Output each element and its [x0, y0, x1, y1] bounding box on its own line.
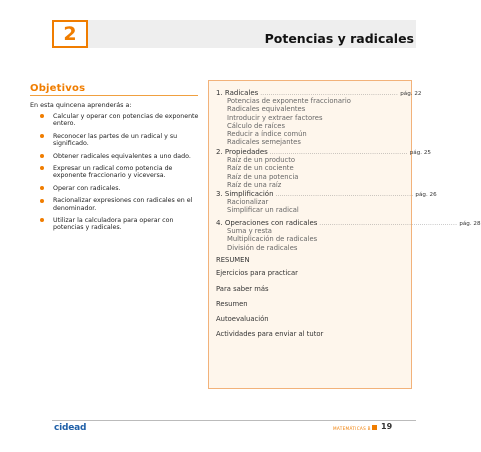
objectives-divider — [30, 95, 198, 96]
section-heading[interactable] — [216, 219, 481, 227]
contents-learn-more[interactable]: Para saber más — [216, 285, 269, 293]
objective-text: Reconocer las partes de un radical y su significado. — [53, 132, 178, 148]
objective-item — [40, 217, 200, 232]
footer-divider — [52, 420, 416, 421]
contents-section-4 — [216, 219, 481, 252]
bullet-icon — [40, 114, 44, 118]
objectives-heading: Objetivos — [30, 83, 86, 94]
subsection-item[interactable]: Suma y resta — [227, 227, 272, 235]
objective-text: Expresar un radical como potencia de exponente fraccionario y viceversa. — [53, 165, 173, 180]
subsection-item[interactable]: Reducir a índice común — [227, 130, 307, 139]
subsection-item[interactable]: Raíz de una raíz — [227, 180, 282, 189]
bullet-icon — [40, 166, 44, 170]
section-page: pág. 26 — [415, 192, 437, 198]
page-number: 19 — [381, 422, 393, 431]
chapter-number: 2 — [63, 22, 77, 45]
subsection-item[interactable]: Potencias de exponente fraccionario — [227, 97, 351, 105]
page-title: Potencias y radicales — [264, 31, 414, 46]
section-heading[interactable] — [216, 190, 437, 198]
objective-text: Utilizar la calculadora para operar con potencias y radicales. — [53, 217, 174, 232]
contents-tutor-activities[interactable]: Actividades para enviar al tutor — [216, 330, 324, 338]
objectives-intro: En esta quincena aprenderás a: — [30, 101, 132, 109]
subsection-item[interactable]: Simplificar un radical — [227, 206, 299, 215]
contents-summary[interactable]: Resumen — [216, 300, 248, 308]
subsection-item[interactable]: Multiplicación de radicales — [227, 235, 318, 244]
section-heading[interactable] — [216, 89, 422, 97]
objective-text: Obtener radicales equivalentes a uno dado. — [53, 152, 191, 160]
objective-text: Calcular y operar con potencias de exponente entero. — [53, 113, 199, 128]
contents-self-assessment[interactable]: Autoevaluación — [216, 315, 269, 323]
contents-exercises[interactable]: Ejercicios para practicar — [216, 269, 298, 277]
leader-dots: .................................................................. — [260, 91, 399, 97]
square-icon — [372, 425, 377, 430]
objective-item — [40, 185, 200, 192]
chapter-number-box — [52, 20, 88, 48]
subsection-item[interactable]: Raíz de una potencia — [227, 172, 299, 181]
section-page: pág. 28 — [459, 221, 481, 227]
subsection-item[interactable]: Cálculo de raíces — [227, 121, 286, 130]
subsection-item[interactable]: División de radicales — [227, 243, 298, 252]
section-title: 4. Operaciones con radicales — [216, 219, 318, 227]
objective-item — [40, 133, 200, 148]
section-heading[interactable] — [216, 148, 431, 156]
objective-item — [40, 153, 200, 160]
cidead-logo: cidead — [54, 423, 87, 433]
subsection-item[interactable]: Raíz de un cociente — [227, 164, 294, 173]
bullet-icon — [40, 154, 44, 158]
contents-section-1 — [216, 89, 422, 147]
objective-item — [40, 113, 200, 128]
objective-text: Operar con radicales. — [53, 184, 121, 192]
section-title: 3. Simplificación — [216, 190, 274, 198]
objectives-list — [40, 113, 200, 237]
subsection-item[interactable]: Radicales semejantes — [227, 138, 301, 147]
objective-item — [40, 165, 200, 180]
bullet-icon — [40, 218, 44, 222]
contents-section-3 — [216, 190, 437, 215]
leader-dots: .................................................................. — [319, 221, 458, 227]
contents-section-2 — [216, 148, 431, 189]
objective-text: Racionalizar expresiones con radicales en el denominador. — [53, 197, 193, 212]
subsection-item[interactable]: Radicales equivalentes — [227, 105, 306, 114]
objective-item — [40, 197, 200, 212]
section-title: 2. Propiedades — [216, 148, 268, 156]
subsection-item[interactable]: Racionalizar — [227, 198, 269, 206]
bullet-icon — [40, 199, 44, 203]
bullet-icon — [40, 134, 44, 138]
section-page: pág. 22 — [400, 91, 422, 97]
bullet-icon — [40, 186, 44, 190]
section-title: 1. Radicales — [216, 89, 259, 97]
leader-dots: .................................................................. — [269, 150, 408, 156]
footer-subject: MATEMÁTICAS B — [333, 426, 371, 431]
subsection-item[interactable]: Raíz de un producto — [227, 156, 296, 164]
subsection-item[interactable]: Introducir y extraer factores — [227, 113, 323, 122]
contents-summary-caps[interactable]: RESUMEN — [216, 256, 250, 264]
leader-dots: .................................................................. — [275, 192, 414, 198]
section-page: pág. 25 — [409, 150, 431, 156]
